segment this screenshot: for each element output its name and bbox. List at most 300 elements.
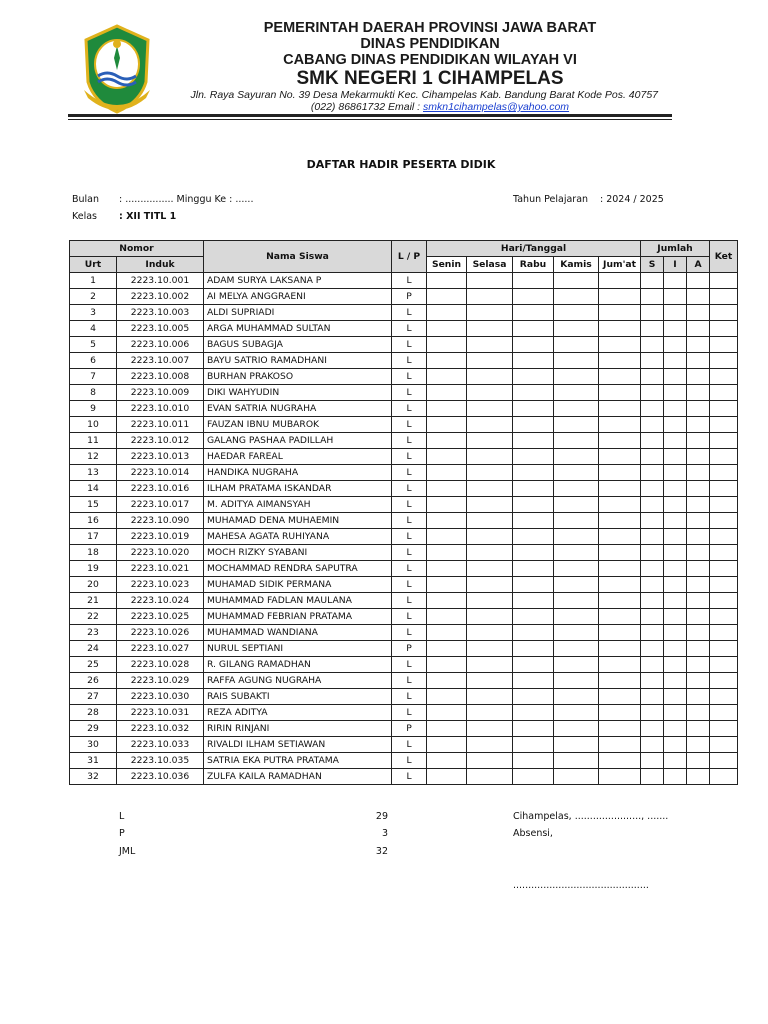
cell-alpa[interactable] (687, 449, 710, 465)
cell-kamis[interactable] (554, 673, 599, 689)
cell-senin[interactable] (427, 753, 467, 769)
cell-izin[interactable] (664, 545, 687, 561)
cell-rabu[interactable] (513, 497, 554, 513)
cell-ket[interactable] (710, 289, 738, 305)
cell-selasa[interactable] (467, 353, 513, 369)
cell-selasa[interactable] (467, 385, 513, 401)
cell-kamis[interactable] (554, 593, 599, 609)
cell-senin[interactable] (427, 513, 467, 529)
cell-izin[interactable] (664, 593, 687, 609)
cell-izin[interactable] (664, 721, 687, 737)
cell-izin[interactable] (664, 609, 687, 625)
cell-sakit[interactable] (641, 705, 664, 721)
cell-alpa[interactable] (687, 769, 710, 785)
cell-izin[interactable] (664, 577, 687, 593)
row-urt: 22 (70, 609, 117, 625)
cell-selasa[interactable] (467, 289, 513, 305)
cell-jumat[interactable] (599, 641, 641, 657)
cell-izin[interactable] (664, 529, 687, 545)
cell-sakit[interactable] (641, 449, 664, 465)
cell-senin[interactable] (427, 769, 467, 785)
cell-kamis[interactable] (554, 689, 599, 705)
cell-rabu[interactable] (513, 465, 554, 481)
cell-kamis[interactable] (554, 417, 599, 433)
cell-jumat[interactable] (599, 417, 641, 433)
cell-ket[interactable] (710, 545, 738, 561)
cell-rabu[interactable] (513, 673, 554, 689)
cell-alpa[interactable] (687, 465, 710, 481)
cell-ket[interactable] (710, 673, 738, 689)
cell-rabu[interactable] (513, 641, 554, 657)
cell-ket[interactable] (710, 753, 738, 769)
cell-kamis[interactable] (554, 561, 599, 577)
cell-sakit[interactable] (641, 769, 664, 785)
cell-jumat[interactable] (599, 737, 641, 753)
cell-jumat[interactable] (599, 497, 641, 513)
cell-ket[interactable] (710, 577, 738, 593)
cell-jumat[interactable] (599, 529, 641, 545)
cell-izin[interactable] (664, 689, 687, 705)
cell-rabu[interactable] (513, 689, 554, 705)
cell-selasa[interactable] (467, 561, 513, 577)
cell-rabu[interactable] (513, 401, 554, 417)
cell-jumat[interactable] (599, 449, 641, 465)
cell-kamis[interactable] (554, 433, 599, 449)
cell-selasa[interactable] (467, 721, 513, 737)
cell-alpa[interactable] (687, 369, 710, 385)
cell-ket[interactable] (710, 625, 738, 641)
cell-kamis[interactable] (554, 273, 599, 289)
cell-sakit[interactable] (641, 625, 664, 641)
cell-selasa[interactable] (467, 673, 513, 689)
cell-senin[interactable] (427, 673, 467, 689)
cell-ket[interactable] (710, 593, 738, 609)
cell-senin[interactable] (427, 401, 467, 417)
cell-senin[interactable] (427, 593, 467, 609)
cell-ket[interactable] (710, 369, 738, 385)
cell-sakit[interactable] (641, 417, 664, 433)
cell-kamis[interactable] (554, 465, 599, 481)
cell-izin[interactable] (664, 657, 687, 673)
cell-izin[interactable] (664, 513, 687, 529)
cell-selasa[interactable] (467, 625, 513, 641)
cell-senin[interactable] (427, 337, 467, 353)
cell-kamis[interactable] (554, 321, 599, 337)
cell-ket[interactable] (710, 273, 738, 289)
cell-kamis[interactable] (554, 289, 599, 305)
cell-alpa[interactable] (687, 497, 710, 513)
cell-selasa[interactable] (467, 641, 513, 657)
cell-selasa[interactable] (467, 465, 513, 481)
cell-izin[interactable] (664, 417, 687, 433)
cell-ket[interactable] (710, 433, 738, 449)
cell-ket[interactable] (710, 721, 738, 737)
cell-selasa[interactable] (467, 529, 513, 545)
cell-senin[interactable] (427, 353, 467, 369)
cell-jumat[interactable] (599, 593, 641, 609)
cell-sakit[interactable] (641, 513, 664, 529)
cell-kamis[interactable] (554, 545, 599, 561)
cell-izin[interactable] (664, 481, 687, 497)
cell-kamis[interactable] (554, 737, 599, 753)
cell-kamis[interactable] (554, 449, 599, 465)
cell-alpa[interactable] (687, 737, 710, 753)
cell-rabu[interactable] (513, 385, 554, 401)
cell-jumat[interactable] (599, 273, 641, 289)
cell-jumat[interactable] (599, 769, 641, 785)
cell-izin[interactable] (664, 737, 687, 753)
cell-izin[interactable] (664, 369, 687, 385)
cell-selasa[interactable] (467, 497, 513, 513)
cell-rabu[interactable] (513, 593, 554, 609)
cell-ket[interactable] (710, 705, 738, 721)
cell-jumat[interactable] (599, 369, 641, 385)
cell-kamis[interactable] (554, 513, 599, 529)
cell-selasa[interactable] (467, 577, 513, 593)
cell-rabu[interactable] (513, 513, 554, 529)
cell-kamis[interactable] (554, 385, 599, 401)
cell-alpa[interactable] (687, 417, 710, 433)
cell-sakit[interactable] (641, 321, 664, 337)
cell-senin[interactable] (427, 689, 467, 705)
row-lp: L (392, 673, 427, 689)
cell-jumat[interactable] (599, 561, 641, 577)
cell-senin[interactable] (427, 657, 467, 673)
cell-kamis[interactable] (554, 481, 599, 497)
cell-rabu[interactable] (513, 625, 554, 641)
cell-jumat[interactable] (599, 385, 641, 401)
cell-ket[interactable] (710, 737, 738, 753)
cell-alpa[interactable] (687, 705, 710, 721)
cell-selasa[interactable] (467, 417, 513, 433)
cell-sakit[interactable] (641, 465, 664, 481)
cell-ket[interactable] (710, 561, 738, 577)
cell-alpa[interactable] (687, 305, 710, 321)
cell-sakit[interactable] (641, 545, 664, 561)
cell-alpa[interactable] (687, 321, 710, 337)
cell-selasa[interactable] (467, 273, 513, 289)
cell-selasa[interactable] (467, 737, 513, 753)
cell-rabu[interactable] (513, 753, 554, 769)
cell-selasa[interactable] (467, 513, 513, 529)
cell-sakit[interactable] (641, 305, 664, 321)
cell-izin[interactable] (664, 465, 687, 481)
cell-jumat[interactable] (599, 577, 641, 593)
cell-izin[interactable] (664, 305, 687, 321)
cell-alpa[interactable] (687, 433, 710, 449)
cell-rabu[interactable] (513, 657, 554, 673)
row-induk: 2223.10.014 (117, 465, 204, 481)
cell-alpa[interactable] (687, 513, 710, 529)
cell-izin[interactable] (664, 753, 687, 769)
cell-selasa[interactable] (467, 689, 513, 705)
cell-izin[interactable] (664, 385, 687, 401)
cell-jumat[interactable] (599, 705, 641, 721)
cell-rabu[interactable] (513, 545, 554, 561)
cell-selasa[interactable] (467, 545, 513, 561)
cell-kamis[interactable] (554, 497, 599, 513)
letterhead-email-link[interactable]: smkn1cihampelas@yahoo.com (423, 101, 570, 113)
cell-kamis[interactable] (554, 577, 599, 593)
cell-jumat[interactable] (599, 513, 641, 529)
cell-selasa[interactable] (467, 481, 513, 497)
cell-izin[interactable] (664, 641, 687, 657)
cell-senin[interactable] (427, 561, 467, 577)
cell-ket[interactable] (710, 449, 738, 465)
cell-ket[interactable] (710, 465, 738, 481)
letterhead-address: Jln. Raya Sayuran No. 39 Desa Mekarmukti Kec. Cihampelas Kab. Bandung Barat Kode Pos. 40757 (190, 89, 658, 101)
cell-izin[interactable] (664, 289, 687, 305)
cell-selasa[interactable] (467, 337, 513, 353)
cell-rabu[interactable] (513, 577, 554, 593)
cell-ket[interactable] (710, 353, 738, 369)
cell-ket[interactable] (710, 321, 738, 337)
summary-p-label: P (119, 828, 125, 839)
cell-ket[interactable] (710, 401, 738, 417)
cell-sakit[interactable] (641, 385, 664, 401)
cell-ket[interactable] (710, 305, 738, 321)
cell-senin[interactable] (427, 369, 467, 385)
cell-senin[interactable] (427, 481, 467, 497)
cell-jumat[interactable] (599, 401, 641, 417)
cell-izin[interactable] (664, 561, 687, 577)
cell-jumat[interactable] (599, 305, 641, 321)
cell-kamis[interactable] (554, 305, 599, 321)
cell-alpa[interactable] (687, 353, 710, 369)
cell-sakit[interactable] (641, 577, 664, 593)
cell-sakit[interactable] (641, 481, 664, 497)
cell-sakit[interactable] (641, 369, 664, 385)
cell-alpa[interactable] (687, 577, 710, 593)
cell-jumat[interactable] (599, 321, 641, 337)
cell-selasa[interactable] (467, 305, 513, 321)
cell-alpa[interactable] (687, 529, 710, 545)
cell-alpa[interactable] (687, 609, 710, 625)
cell-rabu[interactable] (513, 721, 554, 737)
cell-sakit[interactable] (641, 529, 664, 545)
cell-rabu[interactable] (513, 353, 554, 369)
cell-selasa[interactable] (467, 769, 513, 785)
cell-alpa[interactable] (687, 401, 710, 417)
cell-senin[interactable] (427, 433, 467, 449)
cell-alpa[interactable] (687, 545, 710, 561)
cell-rabu[interactable] (513, 561, 554, 577)
cell-ket[interactable] (710, 513, 738, 529)
cell-senin[interactable] (427, 705, 467, 721)
cell-jumat[interactable] (599, 353, 641, 369)
cell-ket[interactable] (710, 689, 738, 705)
cell-selasa[interactable] (467, 433, 513, 449)
cell-selasa[interactable] (467, 401, 513, 417)
cell-alpa[interactable] (687, 721, 710, 737)
cell-senin[interactable] (427, 737, 467, 753)
cell-senin[interactable] (427, 449, 467, 465)
cell-kamis[interactable] (554, 337, 599, 353)
cell-alpa[interactable] (687, 561, 710, 577)
cell-alpa[interactable] (687, 593, 710, 609)
cell-rabu[interactable] (513, 433, 554, 449)
cell-jumat[interactable] (599, 465, 641, 481)
cell-jumat[interactable] (599, 289, 641, 305)
cell-jumat[interactable] (599, 657, 641, 673)
cell-selasa[interactable] (467, 593, 513, 609)
cell-sakit[interactable] (641, 689, 664, 705)
cell-rabu[interactable] (513, 273, 554, 289)
cell-izin[interactable] (664, 273, 687, 289)
cell-senin[interactable] (427, 721, 467, 737)
cell-alpa[interactable] (687, 385, 710, 401)
cell-sakit[interactable] (641, 273, 664, 289)
cell-senin[interactable] (427, 465, 467, 481)
cell-sakit[interactable] (641, 737, 664, 753)
cell-sakit[interactable] (641, 593, 664, 609)
cell-senin[interactable] (427, 385, 467, 401)
cell-sakit[interactable] (641, 561, 664, 577)
cell-kamis[interactable] (554, 609, 599, 625)
cell-sakit[interactable] (641, 433, 664, 449)
cell-sakit[interactable] (641, 337, 664, 353)
cell-jumat[interactable] (599, 673, 641, 689)
cell-selasa[interactable] (467, 369, 513, 385)
cell-izin[interactable] (664, 337, 687, 353)
cell-sakit[interactable] (641, 401, 664, 417)
cell-kamis[interactable] (554, 721, 599, 737)
cell-senin[interactable] (427, 609, 467, 625)
cell-ket[interactable] (710, 497, 738, 513)
cell-sakit[interactable] (641, 641, 664, 657)
cell-izin[interactable] (664, 705, 687, 721)
cell-izin[interactable] (664, 433, 687, 449)
cell-rabu[interactable] (513, 337, 554, 353)
cell-sakit[interactable] (641, 657, 664, 673)
cell-alpa[interactable] (687, 673, 710, 689)
cell-rabu[interactable] (513, 369, 554, 385)
cell-izin[interactable] (664, 449, 687, 465)
cell-alpa[interactable] (687, 273, 710, 289)
cell-selasa[interactable] (467, 753, 513, 769)
cell-rabu[interactable] (513, 289, 554, 305)
cell-sakit[interactable] (641, 353, 664, 369)
cell-izin[interactable] (664, 769, 687, 785)
cell-alpa[interactable] (687, 625, 710, 641)
cell-selasa[interactable] (467, 449, 513, 465)
cell-alpa[interactable] (687, 753, 710, 769)
cell-alpa[interactable] (687, 641, 710, 657)
header-nomor: Nomor (70, 241, 204, 257)
cell-rabu[interactable] (513, 449, 554, 465)
cell-senin[interactable] (427, 529, 467, 545)
cell-izin[interactable] (664, 353, 687, 369)
cell-senin[interactable] (427, 417, 467, 433)
cell-kamis[interactable] (554, 769, 599, 785)
cell-kamis[interactable] (554, 705, 599, 721)
cell-rabu[interactable] (513, 705, 554, 721)
cell-selasa[interactable] (467, 321, 513, 337)
row-lp: P (392, 721, 427, 737)
cell-alpa[interactable] (687, 481, 710, 497)
cell-alpa[interactable] (687, 289, 710, 305)
cell-rabu[interactable] (513, 417, 554, 433)
cell-jumat[interactable] (599, 545, 641, 561)
cell-kamis[interactable] (554, 529, 599, 545)
cell-ket[interactable] (710, 769, 738, 785)
cell-sakit[interactable] (641, 289, 664, 305)
cell-sakit[interactable] (641, 497, 664, 513)
cell-rabu[interactable] (513, 609, 554, 625)
cell-ket[interactable] (710, 657, 738, 673)
cell-jumat[interactable] (599, 481, 641, 497)
cell-sakit[interactable] (641, 609, 664, 625)
cell-jumat[interactable] (599, 721, 641, 737)
cell-senin[interactable] (427, 321, 467, 337)
cell-izin[interactable] (664, 321, 687, 337)
cell-kamis[interactable] (554, 353, 599, 369)
cell-izin[interactable] (664, 673, 687, 689)
cell-rabu[interactable] (513, 321, 554, 337)
row-lp: L (392, 625, 427, 641)
cell-alpa[interactable] (687, 689, 710, 705)
cell-ket[interactable] (710, 641, 738, 657)
table-row (70, 497, 738, 513)
cell-jumat[interactable] (599, 753, 641, 769)
cell-sakit[interactable] (641, 721, 664, 737)
cell-izin[interactable] (664, 497, 687, 513)
cell-izin[interactable] (664, 401, 687, 417)
cell-kamis[interactable] (554, 369, 599, 385)
cell-senin[interactable] (427, 641, 467, 657)
cell-senin[interactable] (427, 305, 467, 321)
cell-ket[interactable] (710, 529, 738, 545)
cell-senin[interactable] (427, 289, 467, 305)
row-urt: 2 (70, 289, 117, 305)
cell-jumat[interactable] (599, 433, 641, 449)
cell-jumat[interactable] (599, 609, 641, 625)
cell-kamis[interactable] (554, 753, 599, 769)
cell-sakit[interactable] (641, 753, 664, 769)
row-lp: P (392, 641, 427, 657)
cell-selasa[interactable] (467, 657, 513, 673)
cell-rabu[interactable] (513, 481, 554, 497)
cell-rabu[interactable] (513, 305, 554, 321)
cell-izin[interactable] (664, 625, 687, 641)
cell-alpa[interactable] (687, 337, 710, 353)
cell-senin[interactable] (427, 497, 467, 513)
cell-alpa[interactable] (687, 657, 710, 673)
cell-jumat[interactable] (599, 625, 641, 641)
cell-ket[interactable] (710, 609, 738, 625)
cell-sakit[interactable] (641, 673, 664, 689)
cell-kamis[interactable] (554, 657, 599, 673)
cell-rabu[interactable] (513, 529, 554, 545)
cell-senin[interactable] (427, 273, 467, 289)
cell-selasa[interactable] (467, 705, 513, 721)
cell-senin[interactable] (427, 577, 467, 593)
cell-rabu[interactable] (513, 769, 554, 785)
cell-rabu[interactable] (513, 737, 554, 753)
cell-ket[interactable] (710, 481, 738, 497)
cell-jumat[interactable] (599, 689, 641, 705)
cell-ket[interactable] (710, 385, 738, 401)
cell-ket[interactable] (710, 337, 738, 353)
cell-jumat[interactable] (599, 337, 641, 353)
cell-senin[interactable] (427, 545, 467, 561)
cell-kamis[interactable] (554, 641, 599, 657)
cell-ket[interactable] (710, 417, 738, 433)
cell-kamis[interactable] (554, 401, 599, 417)
cell-selasa[interactable] (467, 609, 513, 625)
cell-kamis[interactable] (554, 625, 599, 641)
cell-senin[interactable] (427, 625, 467, 641)
